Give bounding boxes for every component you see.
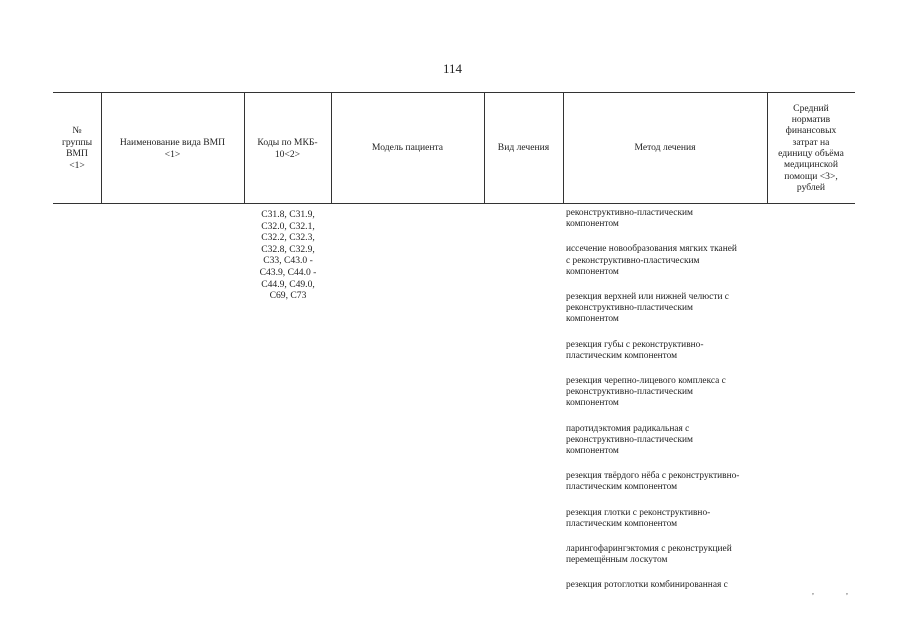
code-line: C33, C43.0 - xyxy=(263,255,313,267)
mkb-codes-cell xyxy=(247,209,329,302)
treatment-method-item: резекция твёрдого нёба с реконструктивно- пластическим компонентом xyxy=(566,471,740,493)
header-cell-group-number: № группы ВМП <1> xyxy=(61,125,93,171)
code-line: C69, C73 xyxy=(269,290,307,302)
code-line: C32.2, C32.3, xyxy=(261,232,315,244)
treatment-method-item: реконструктивно-пластическим компонентом xyxy=(566,208,693,230)
header-cell-treatment-type: Вид лечения xyxy=(497,142,550,154)
code-line: C32.8, C32.9, xyxy=(261,243,315,255)
treatment-method-item: резекция губы с реконструктивно- пластическим компонентом xyxy=(566,339,704,361)
header-cell-treatment-method: Метод лечения xyxy=(634,142,696,154)
code-line: C32.0, C32.1, xyxy=(261,220,315,232)
treatment-method-item: резекция глотки с реконструктивно- пластическим компонентом xyxy=(566,507,711,529)
header-cell-mkb-codes: Коды по МКБ- 10<2> xyxy=(257,137,318,160)
treatment-method-item: иссечение новообразования мягких тканей с реконструктивно-пластическим компонентом xyxy=(566,244,737,277)
code-line: C31.8, C31.9, xyxy=(261,209,315,220)
treatment-method-item: резекция черепно-лицевого комплекса с реконструктивно-пластическим компонентом xyxy=(566,376,726,409)
treatment-method-item: резекция ротоглотки комбинированная с xyxy=(566,580,728,591)
scan-speck: , xyxy=(846,587,848,596)
header-cell-vmp-name: Наименование вида ВМП <1> xyxy=(119,137,226,160)
header-cell-average-cost: Средний норматив финансовых затрат на единицу объёма медицинской помощи <3>, рублей xyxy=(778,102,844,193)
scan-speck: , xyxy=(812,587,814,596)
treatment-method-item: паротидэктомия радикальная с реконструктивно-пластическим компонентом xyxy=(566,423,693,457)
page-number: 114 xyxy=(442,61,463,76)
treatment-method-item: резекция верхней или нижней челюсти с реконструктивно-пластическим компонентом xyxy=(566,292,729,325)
treatment-methods-list xyxy=(566,208,771,606)
table-header xyxy=(53,92,855,204)
code-line: C44.9, C49.0, xyxy=(261,278,315,290)
treatment-method-item: ларингофарингэктомия с реконструкцией перемещённым лоскутом xyxy=(566,544,732,566)
header-cell-patient-model: Модель пациента xyxy=(371,142,444,154)
code-line: C43.9, C44.0 - xyxy=(259,266,317,278)
